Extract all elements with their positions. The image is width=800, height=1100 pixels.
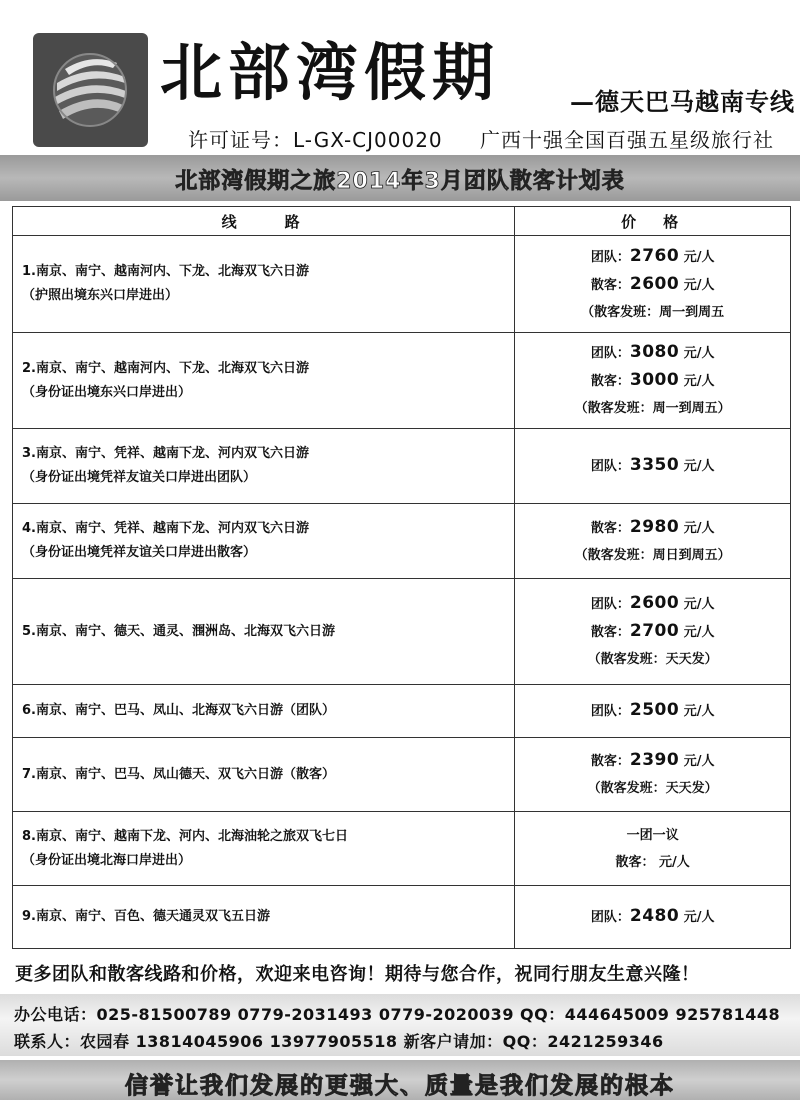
price-label: 团队： <box>590 346 630 361</box>
route-cell <box>13 812 515 886</box>
price-label: 团队： <box>590 597 630 612</box>
departure-note: （散客发班：天天发） <box>587 781 718 796</box>
table-row <box>13 812 791 886</box>
price-unit: 元/人 <box>679 597 715 612</box>
table-row <box>13 886 791 949</box>
price-cell <box>515 236 791 333</box>
price-value: 2600 <box>629 273 680 294</box>
price-unit: 元/人 <box>679 704 715 719</box>
price-cell <box>515 812 791 886</box>
departure-note: （散客发班：周一到周五） <box>574 401 731 416</box>
contact-person: 联系人：农园春 13814045906 13977905518 新客户请加：QQ：2421259346 <box>14 1032 664 1051</box>
price-cell <box>515 685 791 738</box>
price-value: 2480 <box>629 906 680 926</box>
price-unit: 元/人 <box>679 277 715 293</box>
price-value: 3000 <box>629 370 680 390</box>
price-label: 团队： <box>590 704 630 719</box>
header <box>0 0 800 152</box>
route-name: 1.南京、南宁、越南河内、下龙、北海双飞六日游 <box>22 264 309 279</box>
price-cell <box>515 333 791 429</box>
route-note: （身份证出境北海口岸进出） <box>22 852 192 868</box>
brand-slogan: —德天巴马越南专线 <box>570 87 795 116</box>
departure-note: （散客发班：周日到周五） <box>574 547 731 563</box>
route-name: 6.南京、南宁、巴马、凤山、北海双飞六日游（团队） <box>22 703 335 718</box>
price-line <box>515 697 790 725</box>
route-cell <box>13 333 515 429</box>
price-value: 2700 <box>629 621 680 641</box>
license-number: 许可证号：L-GX-CJ00020 <box>188 128 443 152</box>
table-row <box>13 236 791 333</box>
price-value: 3350 <box>629 455 680 475</box>
price-unit: 元/人 <box>679 249 715 265</box>
office-phone: 办公电话：025-81500789 0779-2031493 0779-2020039 QQ：444645009 925781448 <box>14 1005 781 1024</box>
price-line <box>515 618 790 646</box>
price-line: 散客： 元/人 <box>615 854 690 870</box>
table-row <box>13 738 791 812</box>
header-route: 线 路 <box>13 207 515 236</box>
price-unit: 元/人 <box>679 754 715 769</box>
motto: 信誉让我们发展的更强大、质量是我们发展的根本 <box>125 1073 675 1099</box>
price-line <box>515 271 790 299</box>
price-unit: 元/人 <box>679 459 715 474</box>
price-cell <box>515 504 791 579</box>
table-row <box>13 504 791 579</box>
table-row <box>13 685 791 738</box>
price-unit: 元/人 <box>679 910 715 925</box>
price-line <box>515 747 790 775</box>
route-cell <box>13 504 515 579</box>
price-cell <box>515 738 791 812</box>
route-cell <box>13 236 515 333</box>
price-line <box>515 514 790 542</box>
price-label: 散客： <box>590 277 630 293</box>
price-unit: 元/人 <box>679 625 715 640</box>
route-name: 2.南京、南宁、越南河内、下龙、北海双飞六日游 <box>22 360 309 376</box>
route-name: 3.南京、南宁、凭祥、越南下龙、河内双飞六日游 <box>22 446 309 461</box>
price-unit: 元/人 <box>679 520 715 536</box>
price-value: 3080 <box>629 342 680 362</box>
motto-bar <box>0 1060 800 1100</box>
route-cell <box>13 685 515 738</box>
price-label: 散客： <box>590 754 630 769</box>
route-name: 9.南京、南宁、百色、德天通灵双飞五日游 <box>22 909 270 924</box>
route-name: 5.南京、南宁、德天、通灵、涠洲岛、北海双飞六日游 <box>22 623 335 639</box>
route-cell <box>13 738 515 812</box>
negotiable-note: 一团一议 <box>626 827 679 843</box>
route-note: （身份证出境凭祥友谊关口岸进出团队） <box>22 470 257 485</box>
route-cell <box>13 886 515 949</box>
price-line <box>515 452 790 480</box>
price-unit: 元/人 <box>679 346 715 361</box>
route-note: （身份证出境凭祥友谊关口岸进出散客） <box>22 545 257 560</box>
price-line <box>515 243 790 271</box>
price-line <box>515 339 790 367</box>
departure-note: （散客发班：周一到周五 <box>581 304 725 320</box>
price-value: 2600 <box>629 593 680 613</box>
price-label: 散客： <box>590 520 630 536</box>
price-value: 2500 <box>629 700 680 720</box>
route-name: 4.南京、南宁、凭祥、越南下龙、河内双飞六日游 <box>22 521 309 536</box>
header-price: 价 格 <box>515 207 791 236</box>
table-row <box>13 429 791 504</box>
call-to-action: 更多团队和散客线路和价格，欢迎来电咨询！期待与您合作，祝同行朋友生意兴隆！ <box>15 964 700 985</box>
price-cell <box>515 429 791 504</box>
route-note: （护照出境东兴口岸进出） <box>22 288 179 303</box>
page-title: 北部湾假期之旅2014年3月团队散客计划表 <box>175 169 625 194</box>
price-line <box>515 367 790 395</box>
globe-logo-icon <box>33 33 148 147</box>
price-value: 2760 <box>629 245 680 266</box>
title-bar <box>0 155 800 201</box>
route-cell <box>13 579 515 685</box>
price-line <box>515 903 790 931</box>
route-name: 8.南京、南宁、越南下龙、河内、北海油轮之旅双飞七日 <box>22 828 348 844</box>
table-row <box>13 579 791 685</box>
schedule-table <box>12 206 791 949</box>
route-note: （身份证出境东兴口岸进出） <box>22 384 192 400</box>
price-line <box>515 590 790 618</box>
price-label: 散客： <box>590 625 630 640</box>
table-row <box>13 333 791 429</box>
price-label: 散客： <box>590 374 630 389</box>
price-cell <box>515 886 791 949</box>
route-cell <box>13 429 515 504</box>
table-header-row <box>13 207 791 236</box>
route-name: 7.南京、南宁、巴马、凤山德天、双飞六日游（散客） <box>22 766 335 782</box>
price-label: 团队： <box>590 910 630 925</box>
price-cell <box>515 579 791 685</box>
price-label: 团队： <box>590 249 630 265</box>
brand-name: 北部湾假期 <box>160 36 501 109</box>
price-value: 2980 <box>629 516 680 537</box>
price-label: 团队： <box>590 459 630 474</box>
price-value: 2390 <box>629 750 680 770</box>
departure-note: （散客发班：天天发） <box>587 652 718 667</box>
price-unit: 元/人 <box>679 374 715 389</box>
agency-rank: 广西十强全国百强五星级旅行社 <box>480 128 774 152</box>
contact-bar <box>0 994 800 1056</box>
